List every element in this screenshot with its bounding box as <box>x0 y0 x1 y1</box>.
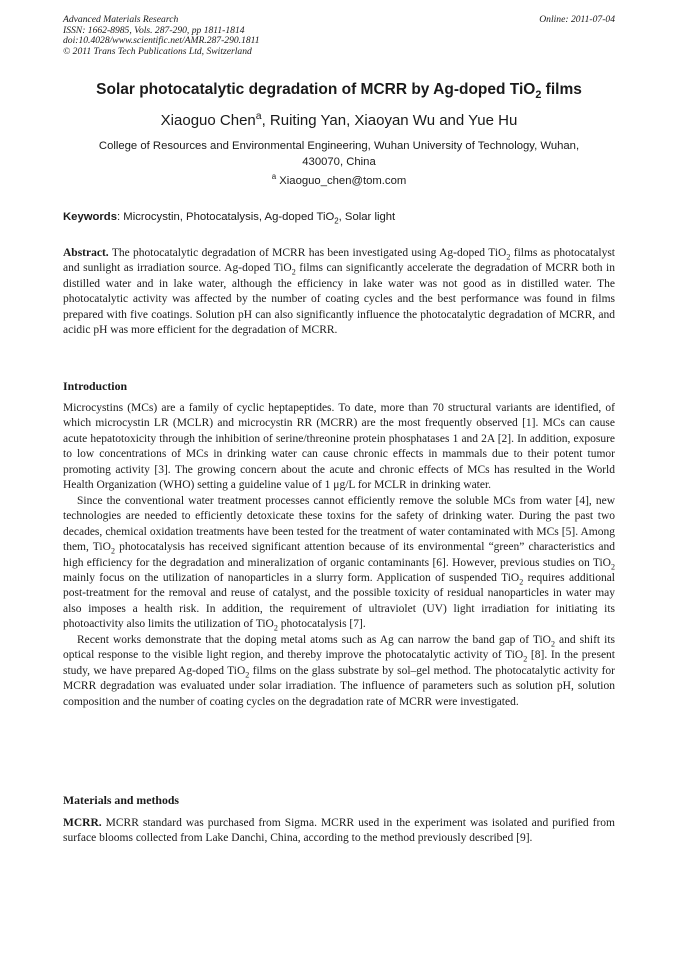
text-run: requires additional post-treatment for the removal and reuse of catalyst, and the possible toxicity of residual nanoparticles in water may also imposes a health risk. In addition, the requirement of ultraviolet (UV) light irradiation for initiating its photoactivity also limits the utilization of TiO <box>63 571 615 631</box>
abstract-label: Abstract. <box>63 247 109 259</box>
subscript: 2 <box>291 267 296 277</box>
title-subscript: 2 <box>535 89 542 102</box>
author-email <box>63 174 615 189</box>
email-address: Xiaoguo_chen@tom.com <box>276 175 407 187</box>
keywords-label: Keywords <box>63 211 117 223</box>
title-tail: films <box>541 81 582 98</box>
affiliation <box>63 139 615 170</box>
text-run: photocatalysis has received significant attention because of its environmental “green” characteristics and high efficiency for the degradation and mineralization of organic contaminants [6]. However, previous studies on TiO <box>63 541 615 569</box>
methods-label: MCRR. <box>63 817 102 829</box>
other-authors: , Ruiting Yan, Xiaoyan Wu and Yue Hu <box>261 112 518 129</box>
text-run: mainly focus on the utilization of nanoparticles in a slurry form. Application of suspended TiO <box>63 571 520 584</box>
subscript: 2 <box>519 577 524 587</box>
online-date: Online: 2011-07-04 <box>539 14 615 25</box>
issn-line: ISSN: 1662-8985, Vols. 287-290, pp 1811-1814 <box>63 24 245 36</box>
introduction-body <box>63 401 615 710</box>
author-list <box>40 111 638 131</box>
intro-paragraph-3 <box>63 633 615 710</box>
methods-text: MCRR standard was purchased from Sigma. MCRR used in the experiment was isolated and purified from surface blooms collected from Lake Danchi, China, according to the method previously described [9]. <box>63 817 615 845</box>
paper-title <box>40 80 638 100</box>
doi-line: doi:10.4028/www.scientific.net/AMR.287-290.1811 <box>63 35 260 47</box>
keywords-subscript: 2 <box>334 216 339 226</box>
affiliation-line-1: College of Resources and Environmental Engineering, Wuhan University of Technology, Wuhan, <box>98 140 580 152</box>
text-run: and shift its optical response to the visible light region, and thereby improve the photocatalytic activity of TiO <box>63 633 615 662</box>
abstract-text-a: The photocatalytic degradation of MCRR has been investigated using Ag-doped TiO <box>108 247 507 259</box>
subscript: 2 <box>245 670 250 679</box>
abstract-text-b: films as photocatalyst and sunlight as irradiation source. Ag-doped TiO <box>63 247 615 275</box>
text-run: [8]. In the present study, we have prepared Ag-doped TiO <box>63 649 615 677</box>
intro-paragraph-1: Microcystins (MCs) are a family of cyclic heptapeptides. To date, more than 70 structural variants are identified, of which microcystin LR (MCLR) and microcystin RR (MCRR) are the most frequently observed [1]. MCs can cause acute hepatotoxicity through the inhibition of serine/threonine protein phosphatases 1 and 2A [2]. In addition, exposure to low concentrations of MCs in drinking water can cause chronic effects in mammals due to their potent tumor promoting activity [3]. The growing concern about the acute and chronic effects of MCs has resulted in the World Health Organization (WHO) setting a guideline value of 1 μg/L for MCLR in drinking water. <box>63 402 615 492</box>
subscript: 2 <box>523 654 528 664</box>
copyright-line: © 2011 Trans Tech Publications Ltd, Switzerland <box>63 45 252 57</box>
intro-paragraph-2 <box>63 494 615 633</box>
author-marker: a <box>255 110 262 122</box>
text-run: photocatalysis [7]. <box>277 618 366 631</box>
journal-name: Advanced Materials Research <box>63 14 179 25</box>
text-run: Since the conventional water treatment processes cannot efficiently remove the soluble MCs from water [4], new technologies are needed to efficiently detoxicate these toxins for the safety of drinking water. During the past two decades, chemical oxidation treatments have been tested for the treatment of water contaminated with MCs [5]. Among them, TiO <box>63 494 615 554</box>
first-author: Xiaoguo Chen <box>160 112 256 129</box>
subscript: 2 <box>550 639 556 649</box>
methods-body <box>63 816 615 847</box>
email-marker: a <box>271 172 277 182</box>
abstract-text-c: films can significantly accelerate the degradation of MCRR both in distilled water and in lake water, although the efficiency in lake water was not good as in distilled water. The photocatalytic activity was affected by the number of coating cycles and the best performance was found in films prepared with five coatings. Solution pH can also significantly influence the photocatalytic degradation of MCRR, and acidic pH was more efficient for the degradation of MCRR. <box>63 262 615 337</box>
subscript: 2 <box>506 252 511 262</box>
title-main: Solar photocatalytic degradation of MCRR by Ag-doped TiO <box>96 81 536 98</box>
text-run: films on the glass substrate by sol–gel method. The photocatalytic activity for MCRR degradation was evaluated under solar irradiation. The influence of parameters such as solution pH, solution composition and the number of coating cycles on the degradation rate of MCRR were investigated. <box>63 664 616 708</box>
subscript: 2 <box>110 546 115 556</box>
text-run: Recent works demonstrate that the doping metal atoms such as Ag can narrow the band gap of TiO <box>77 633 551 646</box>
journal-header <box>63 15 615 57</box>
subscript: 2 <box>273 623 278 633</box>
affiliation-line-2: 430070, China <box>302 155 376 168</box>
methods-heading: Materials and methods <box>63 793 179 807</box>
abstract <box>63 246 615 339</box>
keywords <box>63 210 615 225</box>
subscript: 2 <box>610 561 615 571</box>
keywords-text-b: , Solar light <box>338 211 396 223</box>
keywords-text-a: : Microcystin, Photocatalysis, Ag-doped TiO <box>117 211 335 223</box>
introduction-heading: Introduction <box>63 379 128 393</box>
